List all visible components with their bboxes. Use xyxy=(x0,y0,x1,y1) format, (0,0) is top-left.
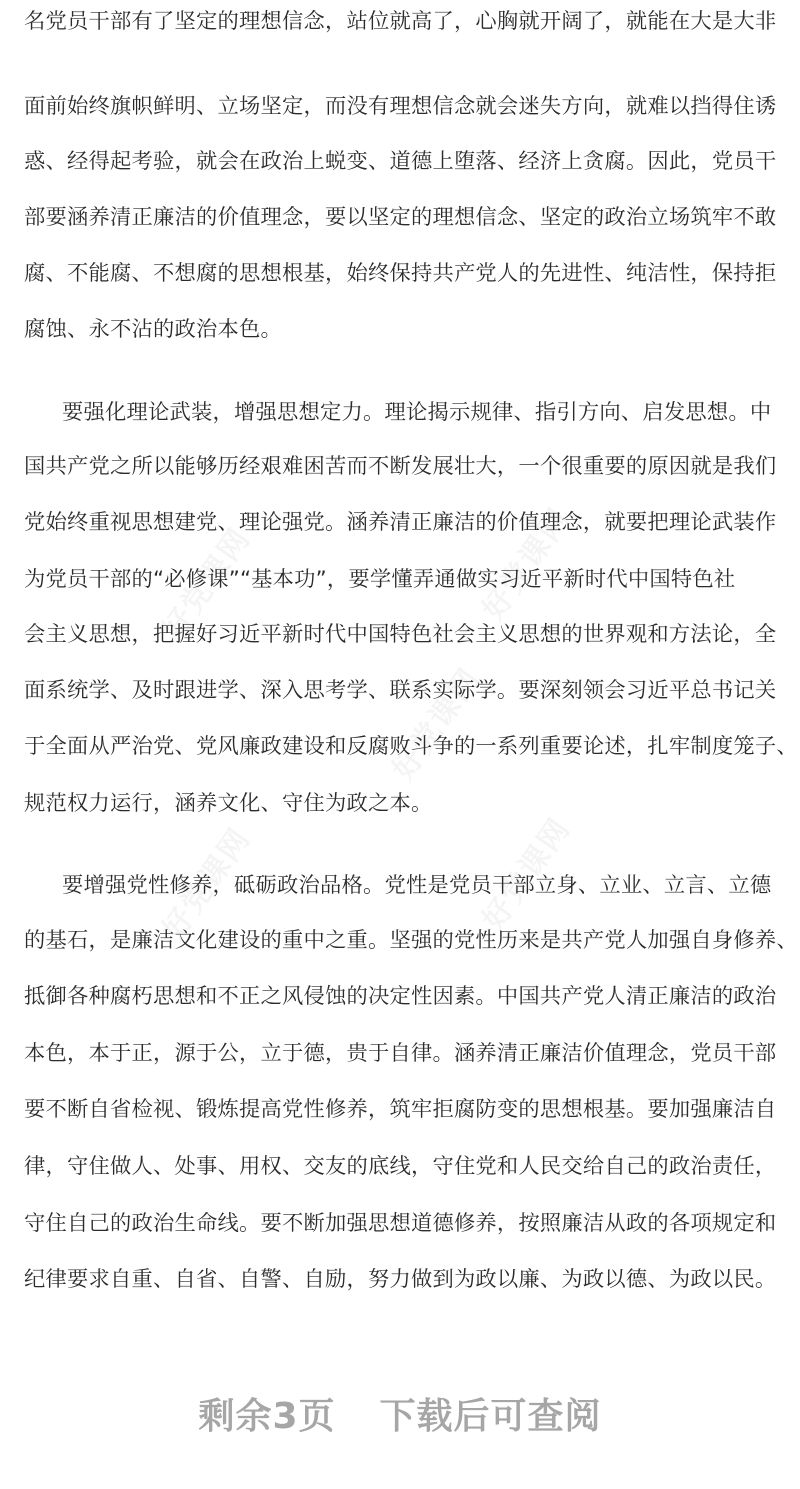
text-line: 律，守住做人、处事、用权、交友的底线，守住党和人民交给自己的政治责任， xyxy=(24,1154,777,1179)
text-line: 本色，本于正，源于公，立于德，贵于自律。涵养清正廉洁价值理念，党员干部 xyxy=(24,1041,777,1066)
text-line: 部要涵养清正廉洁的价值理念，要以坚定的理想信念、坚定的政治立场筑牢不敢 xyxy=(24,205,777,230)
text-line: 腐、不能腐、不想腐的思想根基，始终保持共产党人的先进性、纯洁性，保持拒 xyxy=(24,261,777,286)
text-line: 为党员干部的“必修课”“基本功”，要学懂弄通做实习近平新时代中国特色社 xyxy=(24,567,736,592)
text-line: 惑、经得起考验，就会在政治上蜕变、道德上堕落、经济上贪腐。因此，党员干 xyxy=(24,149,777,174)
text-line: 于全面从严治党、党风廉政建设和反腐败斗争的一系列重要论述，扎牢制度笼子、 xyxy=(24,734,798,759)
text-line: 规范权力运行，涵养文化、守住为政之本。 xyxy=(24,791,433,816)
text-line: 名党员干部有了坚定的理想信念，站位就高了，心胸就开阔了，就能在大是大非 xyxy=(24,9,777,34)
text-line: 面前始终旗帜鲜明、立场坚定，而没有理想信念就会迷失方向，就难以挡得住诱 xyxy=(24,94,777,119)
text-line: 面系统学、及时跟进学、深入思考学、联系实际学。要深刻领会习近平总书记关 xyxy=(24,678,777,703)
text-line: 抵御各种腐朽思想和不正之风侵蚀的决定性因素。中国共产党人清正廉洁的政治 xyxy=(24,984,777,1009)
text-line: 守住自己的政治生命线。要不断加强思想道德修养，按照廉洁从政的各项规定和 xyxy=(24,1211,777,1236)
text-line: 腐蚀、永不沾的政治本色。 xyxy=(24,317,282,342)
download-to-view-label: 下载后可查阅 xyxy=(379,1396,602,1437)
text-line: 党始终重视思想建党、理论强党。涵养清正廉洁的价值理念，就要把理论武装作 xyxy=(24,510,777,535)
text-line: 纪律要求自重、自省、自警、自励，努力做到为政以廉、为政以德、为政以民。 xyxy=(24,1267,777,1292)
text-line: 要不断自省检视、锻炼提高党性修养，筑牢拒腐防变的思想根基。要加强廉洁自 xyxy=(24,1097,777,1122)
paragraph-heading-line: 要增强党性修养，砥砺政治品格。党性是党员干部立身、立业、立言、立德 xyxy=(62,873,772,898)
remaining-pages-label: 剩余3页 xyxy=(198,1396,336,1437)
text-line: 的基石，是廉洁文化建设的重中之重。坚强的党性历来是共产党人加强自身修养、 xyxy=(24,928,798,953)
text-line: 会主义思想，把握好习近平新时代中国特色社会主义思想的世界观和方法论，全 xyxy=(24,622,777,647)
download-prompt-banner[interactable] xyxy=(0,1388,800,1436)
text-line: 国共产党之所以能够历经艰难困苦而不断发展壮大，一个很重要的原因就是我们 xyxy=(24,454,777,479)
paragraph-heading-line: 要强化理论武装，增强思想定力。理论揭示规律、指引方向、启发思想。中 xyxy=(62,400,772,425)
